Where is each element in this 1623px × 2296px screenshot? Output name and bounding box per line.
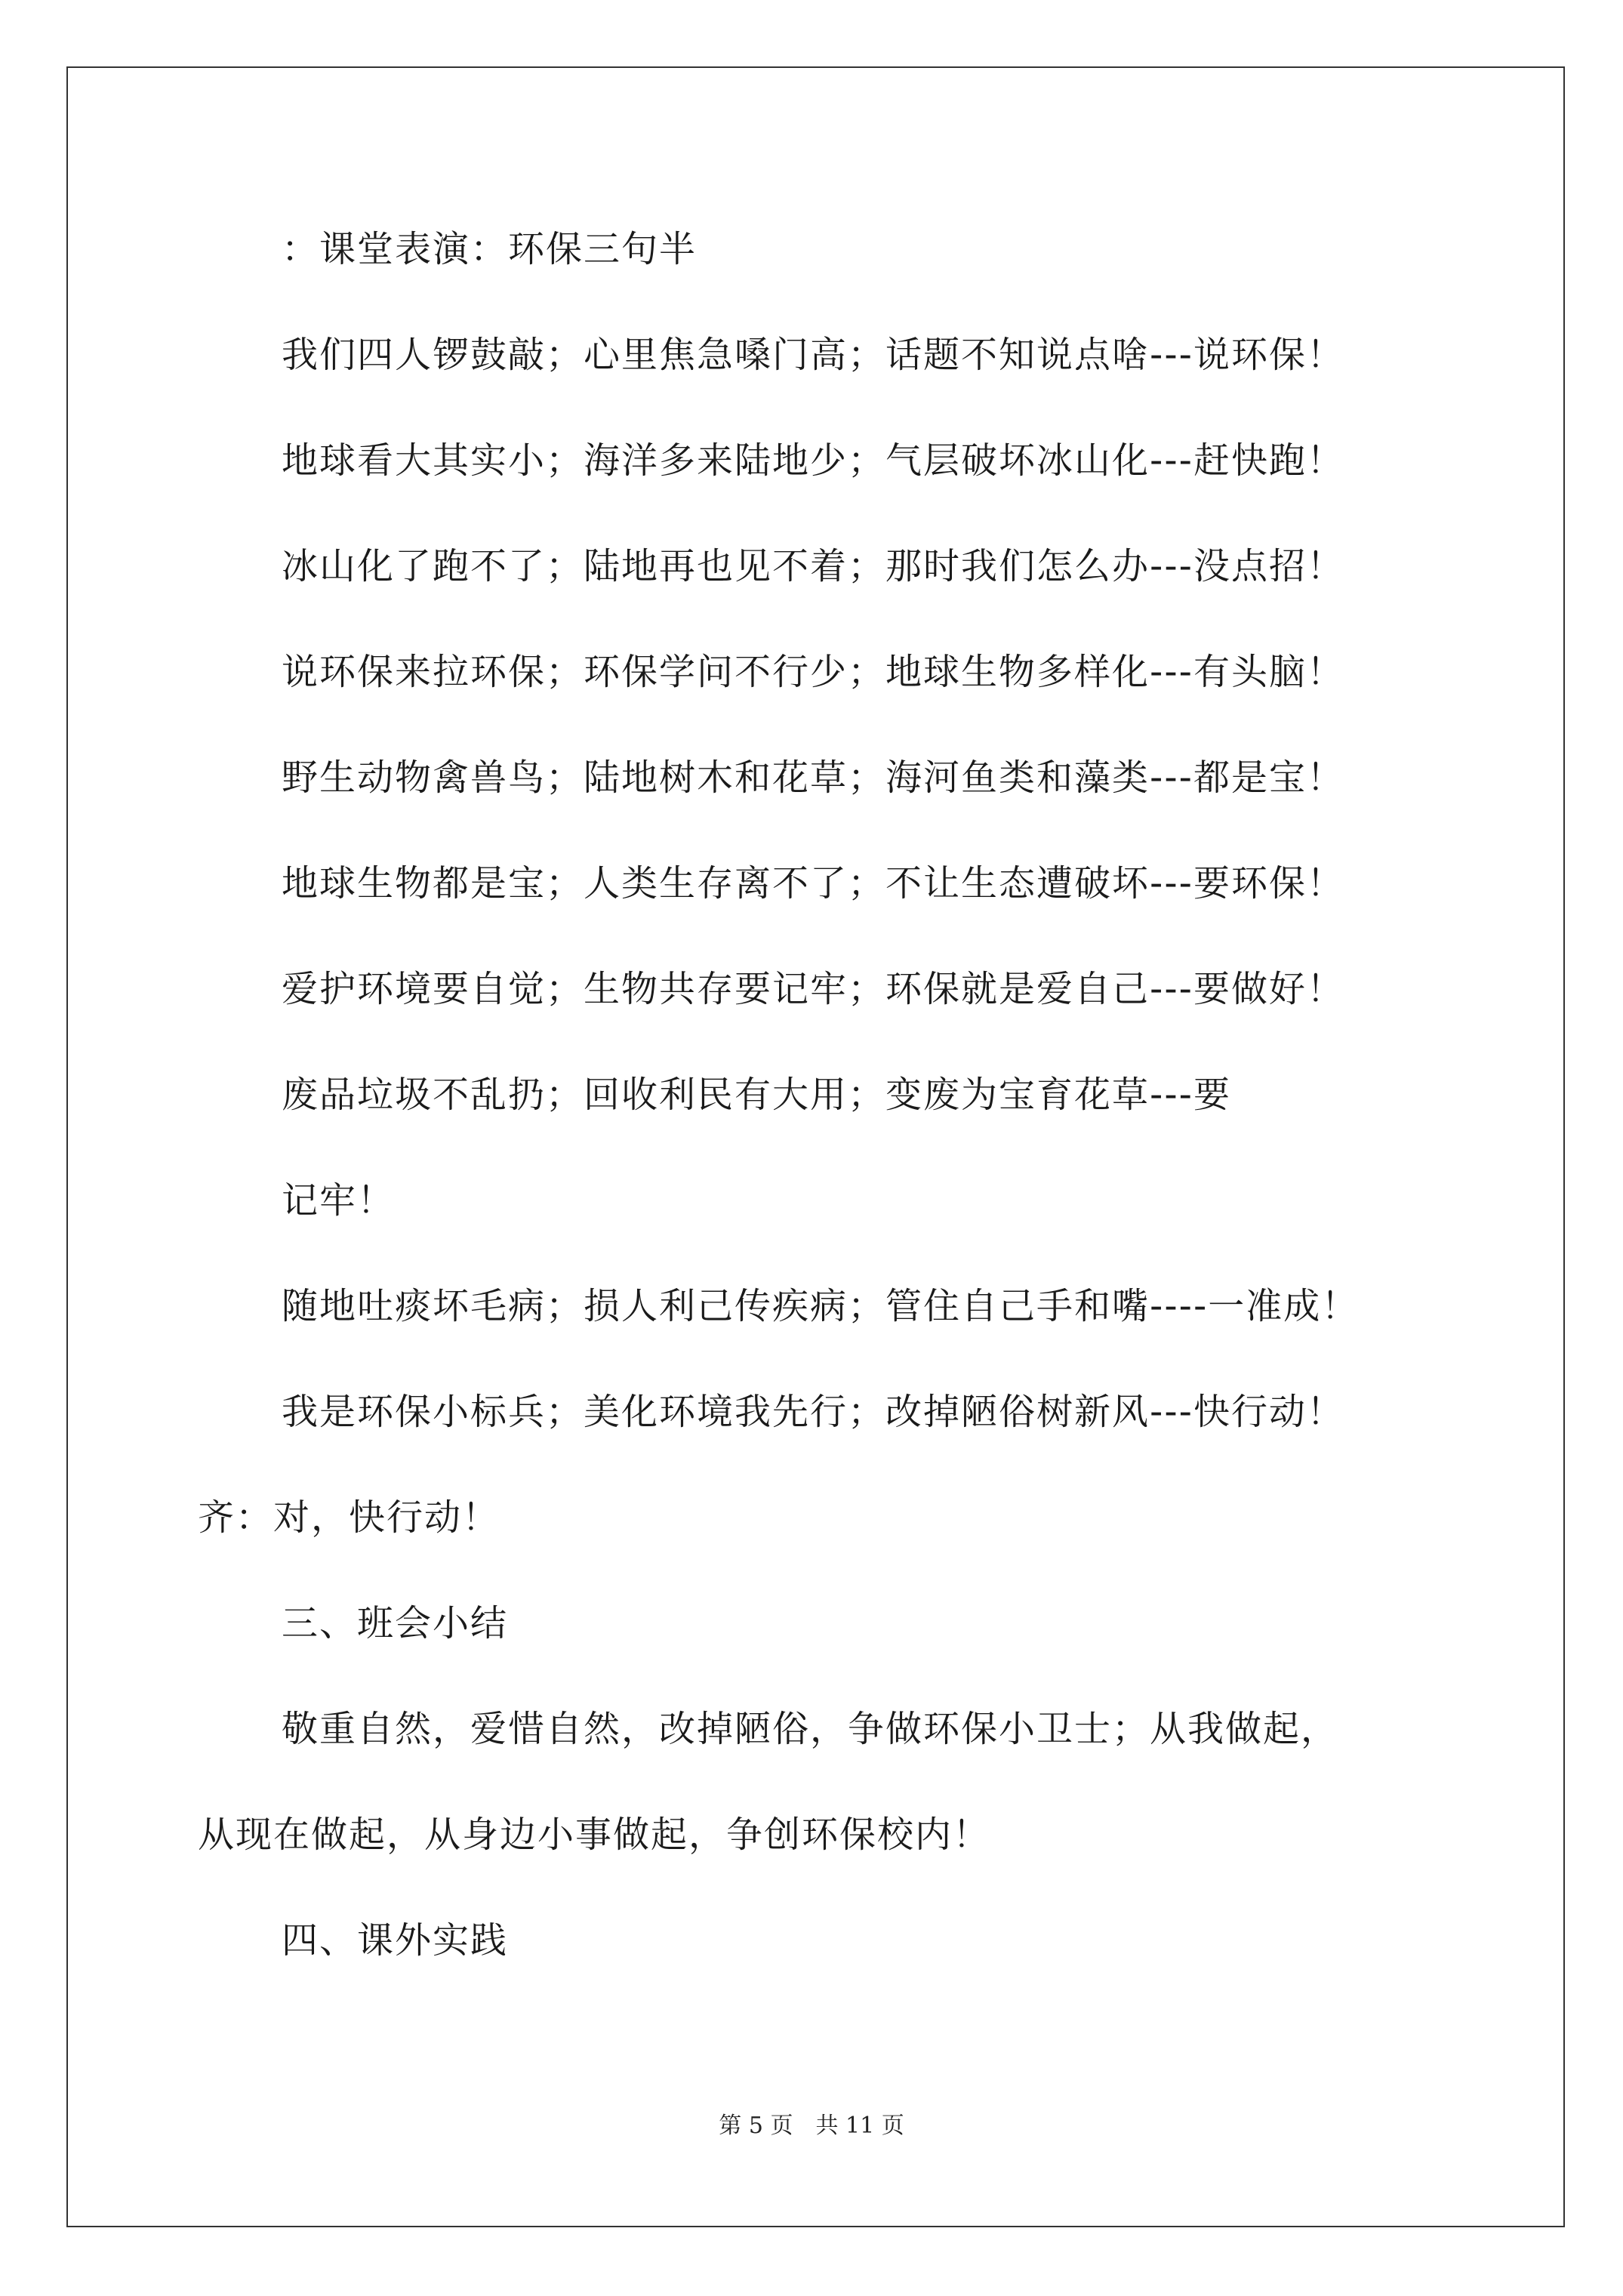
- text-line: 爱护环境要自觉；生物共存要记牢；环保就是爱自己---要做好！: [282, 968, 1344, 1010]
- text-line: 我们四人锣鼓敲；心里焦急嗓门高；话题不知说点啥---说环保！: [282, 334, 1344, 376]
- text-line: 从现在做起，从身边小事做起，争创环保校内！: [198, 1814, 991, 1856]
- text-line: 冰山化了跑不了；陆地再也见不着；那时我们怎么办---没点招！: [282, 545, 1344, 587]
- text-line: 随地吐痰坏毛病；损人利己传疾病；管住自己手和嘴----一准成！: [282, 1285, 1360, 1327]
- text-line: 齐：对，快行动！: [198, 1496, 500, 1539]
- section-heading: 四、课外实践: [282, 1919, 509, 1962]
- text-line: 野生动物禽兽鸟；陆地树木和花草；海河鱼类和藻类---都是宝！: [282, 757, 1344, 799]
- text-line: 我是环保小标兵；美化环境我先行；改掉陋俗树新风---快行动！: [282, 1391, 1344, 1433]
- text-line: 废品垃圾不乱扔；回收利民有大用；变废为宝育花草---要: [282, 1074, 1231, 1116]
- page-border: [66, 66, 1565, 2227]
- text-line-title: ：课堂表演：环保三句半: [282, 228, 698, 270]
- page-number-footer: 第 5 页 共 11 页: [719, 2113, 904, 2139]
- text-line: 地球看大其实小；海洋多来陆地少；气层破坏冰山化---赶快跑！: [282, 439, 1344, 482]
- text-line: 说环保来拉环保；环保学问不行少；地球生物多样化---有头脑！: [282, 651, 1344, 693]
- text-line: 地球生物都是宝；人类生存离不了；不让生态遭破坏---要环保！: [282, 862, 1344, 905]
- text-line: 敬重自然，爱惜自然，改掉陋俗，争做环保小卫士；从我做起，: [282, 1708, 1339, 1750]
- text-line: 记牢！: [282, 1179, 396, 1222]
- section-heading: 三、班会小结: [282, 1602, 509, 1644]
